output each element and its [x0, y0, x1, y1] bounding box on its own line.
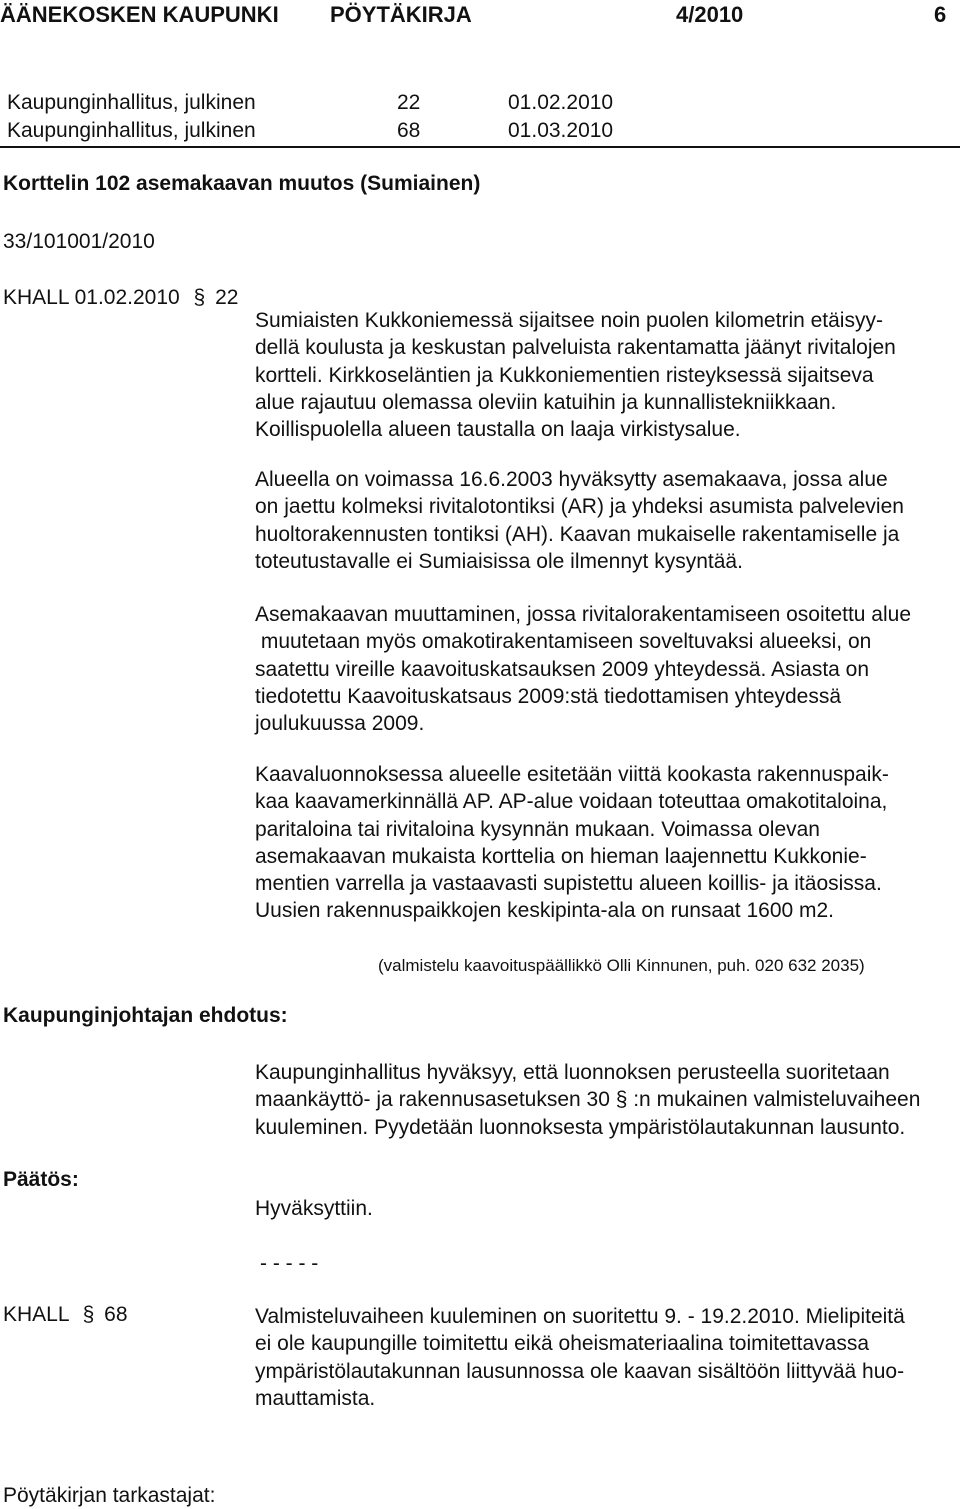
- paragraph-3: [255, 601, 960, 737]
- paragraph-line: ympäristölautakunnan lausunnossa ole kaavan sisältöön liittyvää huo-: [255, 1359, 905, 1383]
- header-doc-type: PÖYTÄKIRJA: [330, 2, 472, 27]
- preparer-note: (valmistelu kaavoituspäällikkö Olli Kinnunen, puh. 020 632 2035): [378, 956, 865, 975]
- paragraph-line: kaa kaavamerkinnällä AP. AP-alue voidaan toteuttaa omakotitaloina,: [255, 790, 888, 814]
- paragraph-line: Koillispuolella alueen taustalla on laaja virkistysalue.: [255, 418, 741, 442]
- paragraph-line: dellä koulusta ja keskustan palveluista rakentamatta jäänyt rivitalojen: [255, 336, 896, 360]
- paragraph-line: joulukuussa 2009.: [255, 712, 425, 736]
- paragraph-line: asemakaavan mukaista korttelia on hieman laajennettu Kukkonie-: [255, 844, 867, 868]
- khall-22-ref: [3, 286, 238, 310]
- paragraph-line: huoltorakennusten tontiksi (AH). Kaavan mukaiselle rakentamiselle ja: [255, 522, 900, 546]
- proposal-text: [255, 1059, 960, 1141]
- paragraph-line: on jaettu kolmeksi rivitalotontiksi (AR) ja yhdeksi asumista palvelevien: [255, 495, 904, 519]
- khall-68-text: [255, 1303, 960, 1412]
- separator-dashes: - - - - -: [260, 1252, 319, 1275]
- proposal-label: Kaupunginjohtajan ehdotus:: [3, 1004, 288, 1027]
- paragraph-line: Sumiaisten Kukkoniemessä sijaitsee noin puolen kilometrin etäisyy-: [255, 309, 883, 332]
- paragraph-line: Valmisteluvaiheen kuuleminen on suoritettu 9. - 19.2.2010. Mielipiteitä: [255, 1305, 905, 1328]
- header-page-number: 6: [934, 2, 947, 27]
- paragraph-line: Asemakaavan muuttaminen, jossa rivitalorakentamiseen osoitettu alue: [255, 603, 912, 626]
- proposal-line: maankäyttö- ja rakennusasetuksen 30 § :n mukainen valmisteluvaiheen: [255, 1088, 921, 1112]
- paragraph-line: Uusien rakennuspaikkojen keskipinta-ala on runsaat 1600 m2.: [255, 899, 835, 923]
- header-number: 4/2010: [676, 2, 744, 27]
- header-divider: [0, 146, 960, 148]
- paragraph-line: toteutustavalle ei Sumiaisissa ole ilmennyt kysyntää.: [255, 549, 743, 573]
- meeting-section: 68: [397, 119, 421, 142]
- paragraph-line: mentien varrella ja vastaavasti supistettu alueen koillis- ja itäosissa.: [255, 872, 882, 896]
- paragraph-line: paritaloina tai rivitaloina kysynnän mukaan. Voimassa olevan: [255, 817, 820, 841]
- paragraph-line: mauttamista.: [255, 1386, 376, 1410]
- paragraph-line: saatettu vireille kaavoituskatsauksen 2009 yhteydessä. Asiasta on: [255, 657, 870, 681]
- paragraph-1: [255, 307, 960, 443]
- paragraph-line: alue rajautuu olemassa oleviin katuihin ja kunnallistekniikkaan.: [255, 390, 837, 414]
- khall-68-ref: [3, 1303, 128, 1327]
- decision-text: Hyväksyttiin.: [255, 1197, 373, 1220]
- khall-68-label: KHALL: [3, 1303, 69, 1326]
- paragraph-line: Alueella on voimassa 16.6.2003 hyväksytty asemakaava, jossa alue: [255, 468, 888, 491]
- paragraph-4: [255, 761, 960, 925]
- footer-label: Pöytäkirjan tarkastajat:: [3, 1484, 216, 1507]
- meeting-body: Kaupunginhallitus, julkinen: [7, 119, 256, 142]
- decision-label: Päätös:: [3, 1168, 79, 1191]
- paragraph-line: Kaavaluonnoksessa alueelle esitetään viittä kookasta rakennuspaik-: [255, 763, 889, 786]
- meeting-section: 22: [397, 91, 421, 114]
- proposal-line: Kaupunginhallitus hyväksyy, että luonnoksen perusteella suoritetaan: [255, 1061, 890, 1084]
- diary-number: 33/101001/2010: [3, 230, 155, 253]
- khall-22-section: 22: [215, 286, 239, 309]
- paragraph-line: muutetaan myös omakotirakentamiseen soveltuvaksi alueeksi, on: [255, 630, 872, 654]
- meeting-body: Kaupunginhallitus, julkinen: [7, 91, 256, 114]
- header-city: ÄÄNEKOSKEN KAUPUNKI: [0, 2, 279, 27]
- meeting-date: 01.02.2010: [508, 91, 614, 114]
- document-title: Korttelin 102 asemakaavan muutos (Sumiainen): [3, 172, 481, 195]
- khall-68-section: 68: [104, 1303, 128, 1326]
- khall-22-date: KHALL 01.02.2010: [3, 286, 180, 309]
- paragraph-line: ei ole kaupungille toimitettu eikä oheismateriaalina toimitettavassa: [255, 1332, 870, 1356]
- proposal-line: kuuleminen. Pyydetään luonnoksesta ympäristölautakunnan lausunto.: [255, 1115, 906, 1139]
- paragraph-line: tiedotettu Kaavoituskatsaus 2009:stä tiedottamisen yhteydessä: [255, 684, 842, 708]
- meeting-date: 01.03.2010: [508, 119, 614, 142]
- paragraph-sign: §: [82, 1303, 95, 1326]
- paragraph-line: kortteli. Kirkkoseläntien ja Kukkoniementien risteyksessä sijaitseva: [255, 363, 874, 387]
- paragraph-sign: §: [193, 286, 206, 309]
- paragraph-2: [255, 466, 960, 575]
